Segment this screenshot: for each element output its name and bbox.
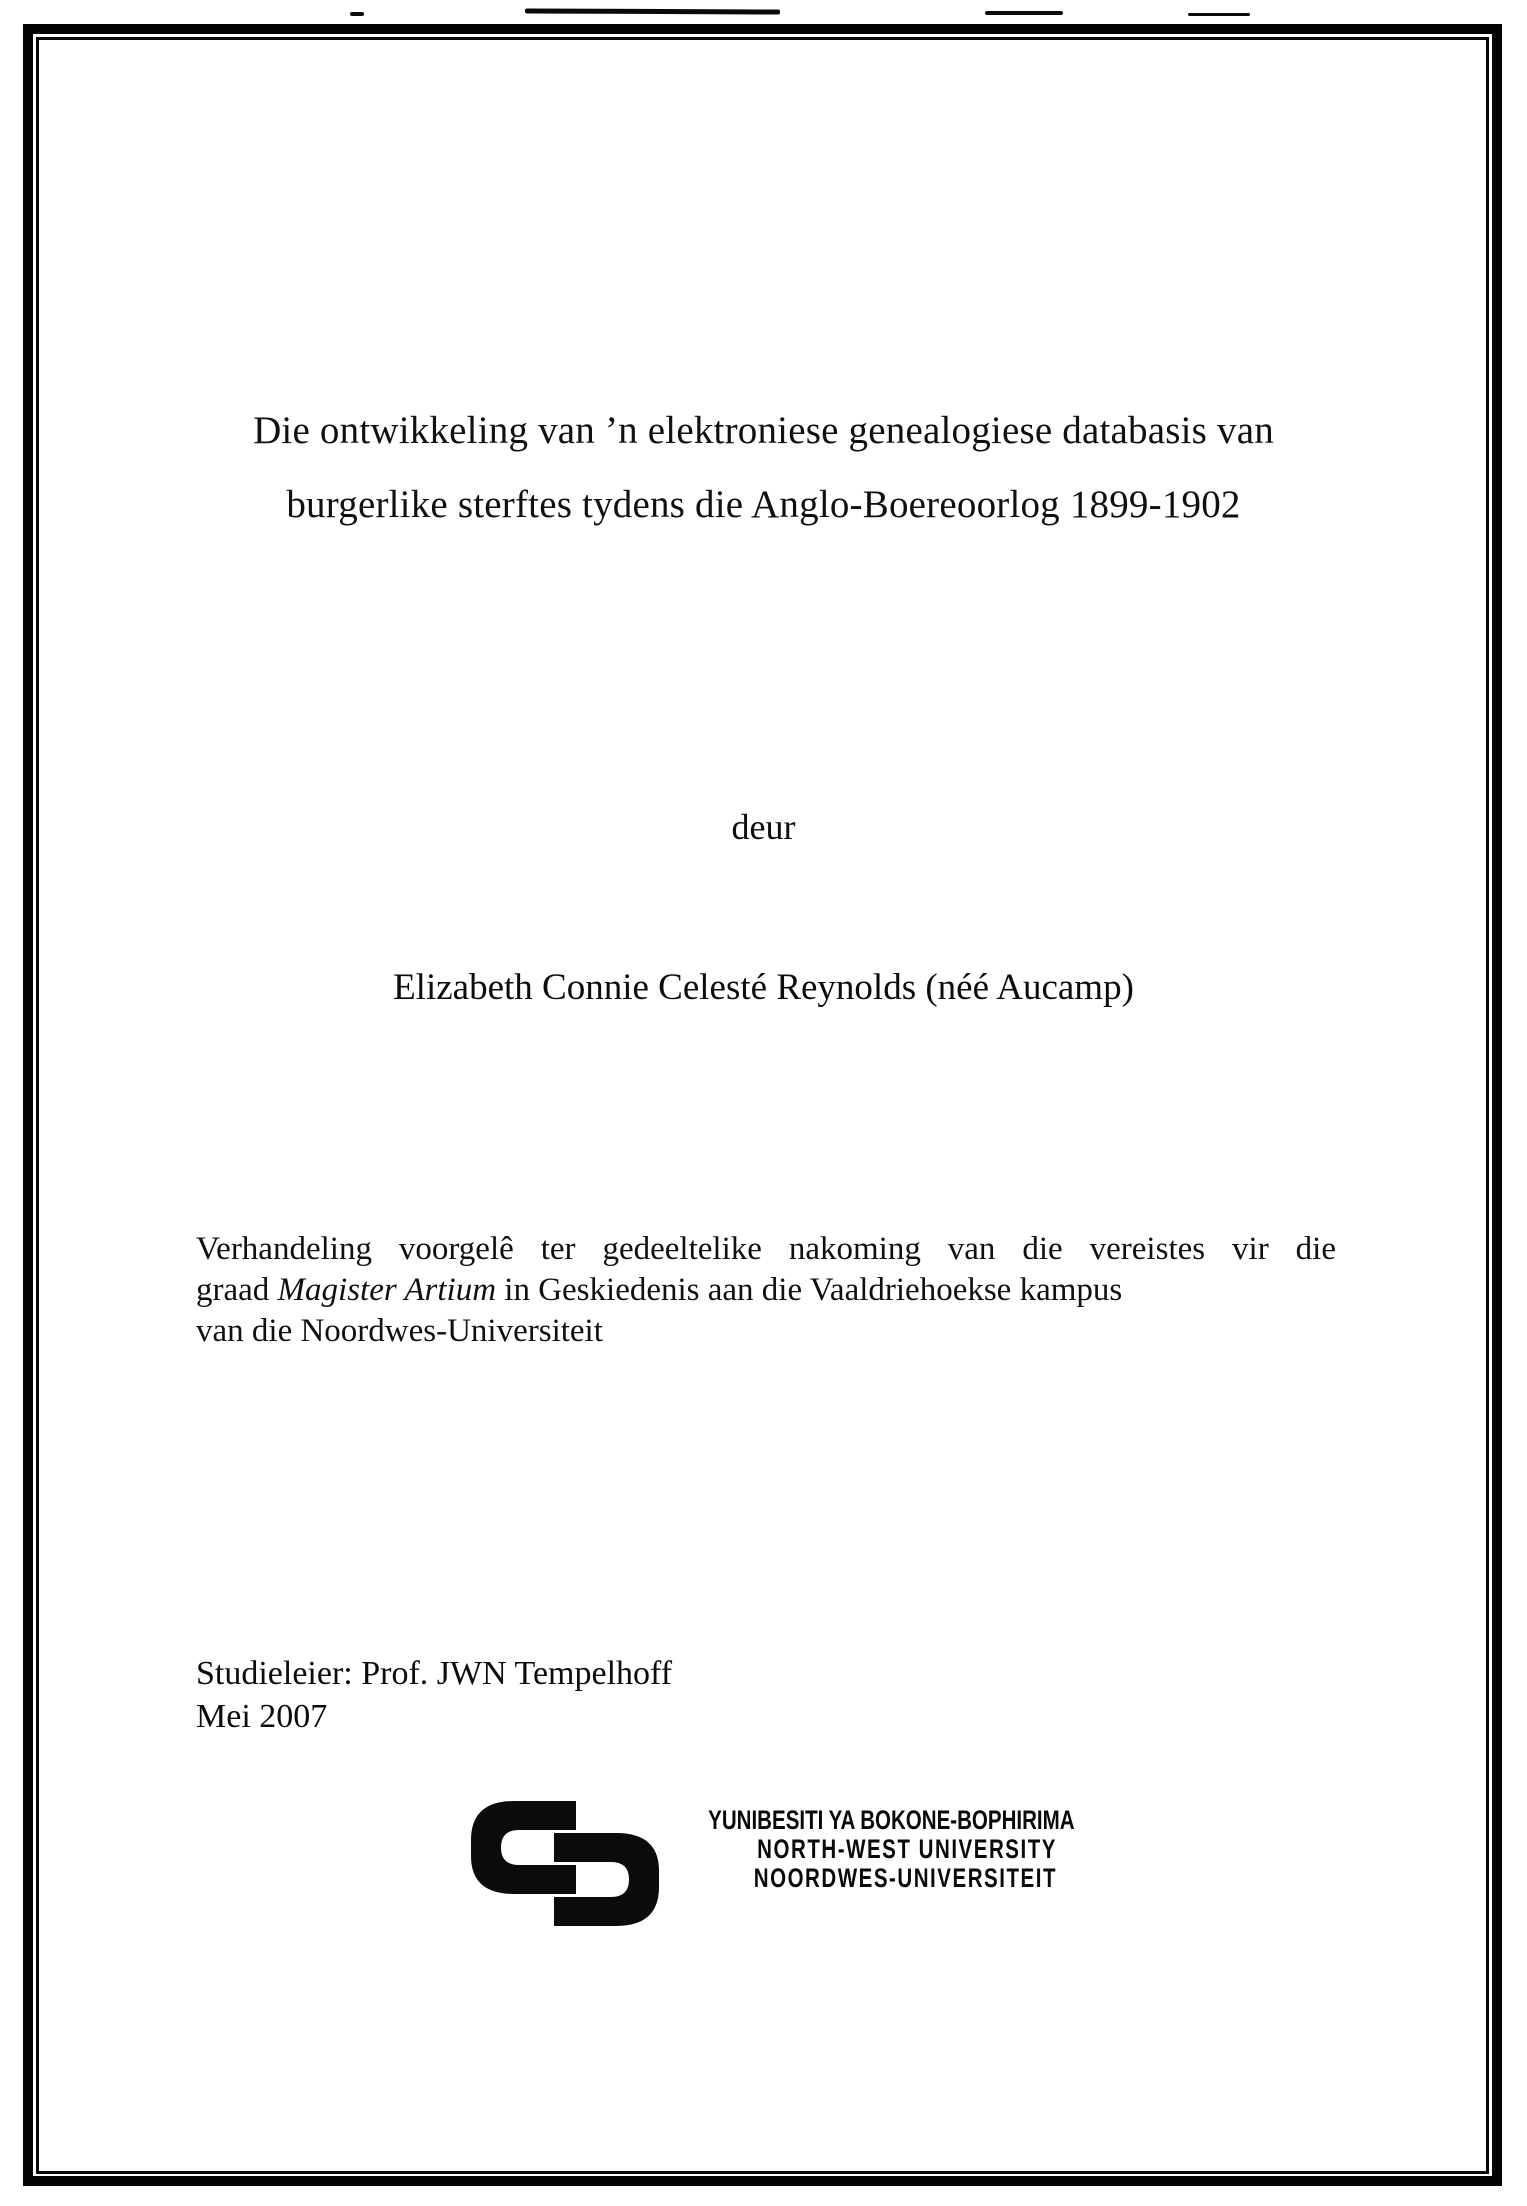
degree-statement-line-2-post: in Geskiedenis aan die Vaaldriehoekse kampus	[496, 1272, 1123, 1308]
date-line: Mei 2007	[196, 1698, 328, 1735]
thesis-title-line-2: burgerlike sterftes tydens die Anglo-Boereoorlog 1899-1902	[286, 483, 1241, 526]
nwu-wordmark-line-1: YUNIBESITI YA BOKONE-BOPHIRIMA	[708, 1805, 1075, 1835]
thesis-title	[95, 394, 1432, 542]
nwu-logo-icon	[470, 1800, 660, 1927]
thesis-title-line-1: Die ontwikkeling van ’n elektroniese genealogiese databasis van	[253, 409, 1274, 452]
degree-statement	[196, 1229, 1336, 1352]
scan-artifact	[1188, 13, 1250, 16]
degree-statement-line-1: Verhandeling voorgelê ter gedeeltelike nakoming van die vereistes vir die	[196, 1231, 1336, 1267]
scan-artifact	[525, 8, 780, 14]
nwu-wordmark-line-3: NOORDWES-UNIVERSITEIT	[753, 1863, 1057, 1893]
nwu-wordmark-line-2: NORTH-WEST UNIVERSITY	[757, 1834, 1057, 1864]
byline-deur: deur	[731, 807, 796, 847]
degree-statement-line-3: van die Noordwes-Universiteit	[196, 1313, 603, 1349]
author-name: Elizabeth Connie Celesté Reynolds (néé Aucamp)	[393, 967, 1134, 1008]
nwu-logo-wordmark	[708, 1805, 1075, 1893]
scan-artifact	[985, 11, 1063, 15]
degree-statement-line-2	[196, 1270, 1336, 1311]
supervisor-block	[196, 1652, 672, 1738]
supervisor-line: Studieleier: Prof. JWN Tempelhoff	[196, 1655, 673, 1692]
degree-statement-line-2-pre: graad	[196, 1272, 278, 1308]
degree-name-italic: Magister Artium	[277, 1272, 497, 1308]
scan-artifact	[350, 12, 364, 16]
